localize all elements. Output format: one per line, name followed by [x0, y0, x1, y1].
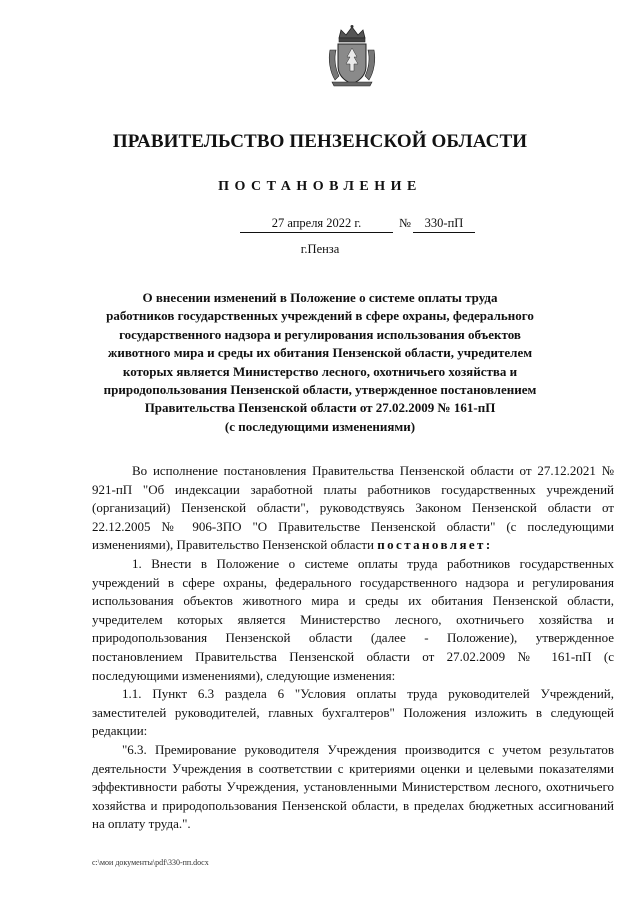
- preamble-text: Во исполнение постановления Правительства Пензенской области от 27.12.2021 № 921-пП "Об индексации заработной платы работников государственных учреждений (организаций) Пензенской области", руководствуясь Законом Пензенской области от 22.12.2005 № 906-ЗПО "О Правительстве Пензенской области" (с последующими изменениями), Правительство Пензенской области: [92, 463, 614, 553]
- subject-line: животного мира и среды их обитания Пензенской области, учредителем: [107, 345, 533, 361]
- subject-line: работников государственных учреждений в сфере охраны, федерального: [106, 308, 534, 324]
- subject-line: природопользования Пензенской области, утвержденное постановлением: [103, 382, 537, 398]
- decree-body: [92, 462, 614, 834]
- subject-line: О внесении изменений в Положение о системе оплаты труда: [142, 290, 498, 305]
- resolve-word: постановляет:: [377, 537, 493, 553]
- decree-date: 27 апреля 2022 г.: [240, 216, 393, 233]
- decree-number: 330-пП: [413, 216, 475, 233]
- subject-line: которых является Министерство лесного, охотничьего хозяйства и: [122, 363, 518, 379]
- decree-subject: [90, 289, 550, 436]
- government-name: ПРАВИТЕЛЬСТВО ПЕНЗЕНСКОЙ ОБЛАСТИ: [112, 131, 528, 152]
- city: г.Пенза: [300, 242, 340, 256]
- item-1-1-paragraph: 1.1. Пункт 6.3 раздела 6 "Условия оплаты труда руководителей Учреждений, заместителей руководителей, главных бухгалтеров" Положения изложить в следующей редакции:: [92, 686, 614, 739]
- penza-coat-of-arms-icon: [327, 24, 377, 88]
- subject-line: (с последующими изменениями): [224, 418, 416, 434]
- number-sign: №: [399, 216, 411, 230]
- subject-line: государственного надзора и регулирования использования объектов: [119, 326, 521, 342]
- item-1-paragraph: 1. Внести в Положение о системе оплаты труда работников государственных учреждений в сфере охраны, федерального государственного надзора и регулирования использования объектов животного мира и среды их обитания Пензенской области, учредителем которых является Министерство лесного, охотничьего хозяйства и природопользования Пензенской области (далее - Положение), утвержденное постановлением Правительства Пензенской области от 27.02.2009 № 161-пП (с последующими изменениями), следующие изменения:: [92, 555, 614, 683]
- preamble-paragraph: [92, 462, 614, 555]
- file-path-footer: c:\мои документы\pdf\330-пп.docx: [92, 858, 209, 867]
- document-type: ПОСТАНОВЛЕНИЕ: [218, 179, 422, 194]
- clause-6-3-paragraph: "6.3. Премирование руководителя Учреждения производится с учетом результатов деятельности Учреждения в соответствии с критериями оценки и целевыми показателями эффективности работы Учреждения, установленными Министерством лесного, охотничьего хозяйства и природопользования Пензенской области, в пределах бюджетных ассигнований на оплату труда.".: [92, 741, 614, 832]
- subject-line: Правительства Пензенской области от 27.02.2009 № 161-пП: [144, 400, 496, 416]
